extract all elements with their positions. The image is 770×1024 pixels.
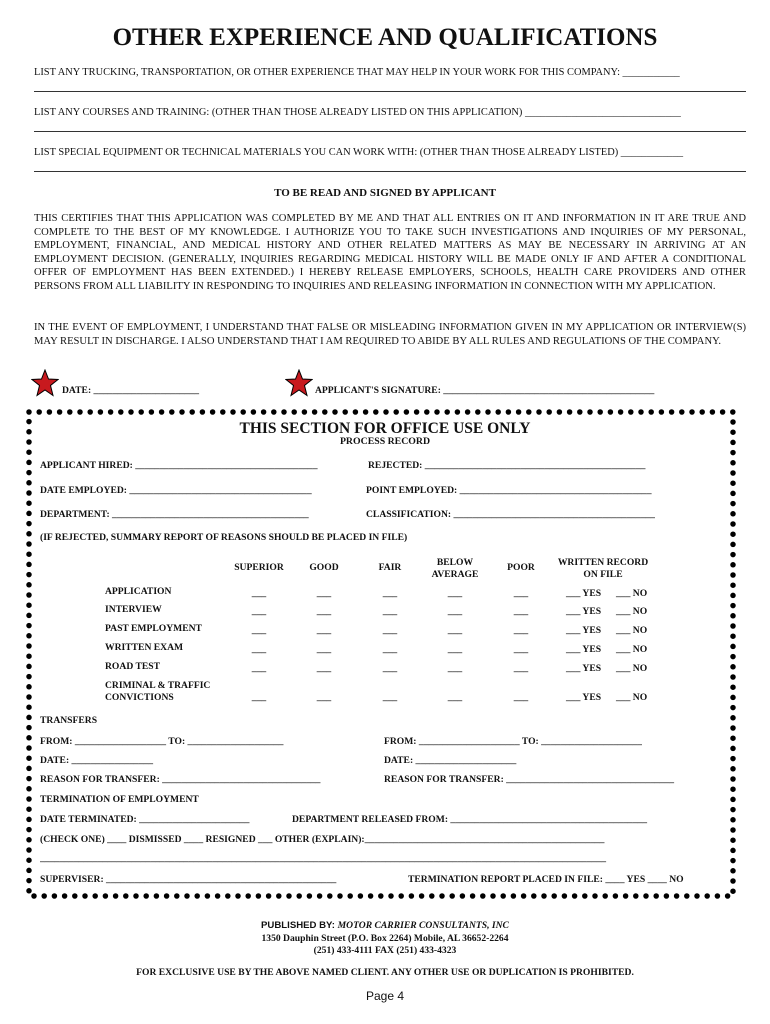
- usage-notice: FOR EXCLUSIVE USE BY THE ABOVE NAMED CLIENT. ANY OTHER USE OR DUPLICATION IS PROHIBITED.: [136, 967, 634, 978]
- rating-blank[interactable]: ___: [382, 644, 398, 655]
- rating-blank[interactable]: ___: [382, 692, 398, 703]
- rating-blank[interactable]: ___: [447, 625, 463, 636]
- written-record-no[interactable]: ___ NO: [616, 606, 648, 617]
- written-record-no[interactable]: ___ NO: [616, 625, 648, 636]
- transfer-date-2[interactable]: DATE: _____________________: [384, 755, 517, 766]
- classification-field[interactable]: CLASSIFICATION: __________________________________________: [366, 509, 655, 520]
- written-record-yes[interactable]: ___ YES: [566, 625, 602, 636]
- rating-blank[interactable]: ___: [513, 692, 529, 703]
- publisher-phone: (251) 433-4111 FAX (251) 433-4323: [313, 945, 457, 956]
- rating-blank[interactable]: ___: [513, 625, 529, 636]
- publisher-name: MOTOR CARRIER CONSULTANTS, INC: [337, 920, 509, 931]
- rating-row-label: INTERVIEW: [105, 604, 162, 615]
- question-experience: LIST ANY TRUCKING, TRANSPORTATION, OR OTHER EXPERIENCE THAT MAY HELP IN YOUR WORK FOR THIS COMPANY: ___________: [34, 67, 680, 78]
- column-header-good: GOOD: [309, 562, 339, 573]
- process-record-subtitle: PROCESS RECORD: [339, 436, 431, 447]
- rating-row-label: WRITTEN EXAM: [105, 642, 184, 653]
- star-icon: [31, 369, 59, 397]
- point-employed-field[interactable]: POINT EMPLOYED: ________________________________________: [366, 485, 652, 496]
- transfer-from-to-2[interactable]: FROM: _____________________ TO: _____________________: [384, 736, 642, 747]
- rating-blank[interactable]: ___: [382, 588, 398, 599]
- rating-blank[interactable]: ___: [251, 644, 267, 655]
- published-by-label: PUBLISHED BY:: [261, 920, 335, 931]
- check-one-row[interactable]: (CHECK ONE) ____ DISMISSED ____ RESIGNED ___ OTHER (EXPLAIN):__________________________________________________: [40, 834, 605, 845]
- transfer-date-1[interactable]: DATE: _________________: [40, 755, 154, 766]
- answer-line[interactable]: [34, 131, 746, 132]
- rating-row-label: CRIMINAL & TRAFFIC CONVICTIONS: [105, 680, 211, 703]
- rating-blank[interactable]: ___: [382, 663, 398, 674]
- transfer-reason-1[interactable]: REASON FOR TRANSFER: _________________________________: [40, 774, 321, 785]
- rating-row-label: ROAD TEST: [105, 661, 161, 672]
- publisher-line: [0, 920, 770, 931]
- supervisor-field[interactable]: SUPERVISER: ________________________________________________: [40, 874, 337, 885]
- question-courses: LIST ANY COURSES AND TRAINING: (OTHER THAN THOSE ALREADY LISTED ON THIS APPLICATION) ______________________________: [34, 107, 681, 118]
- transfer-from-to-1[interactable]: FROM: ___________________ TO: ____________________: [40, 736, 284, 747]
- date-signature-field[interactable]: DATE: ______________________: [62, 385, 200, 396]
- column-header-written-record: WRITTEN RECORD ON FILE: [557, 557, 649, 580]
- rating-blank[interactable]: ___: [447, 692, 463, 703]
- rating-row-label: PAST EMPLOYMENT: [105, 623, 202, 634]
- answer-line[interactable]: [34, 91, 746, 92]
- written-record-yes[interactable]: ___ YES: [566, 692, 602, 703]
- rating-blank[interactable]: ___: [513, 606, 529, 617]
- written-record-yes[interactable]: ___ YES: [566, 644, 602, 655]
- certification-heading: TO BE READ AND SIGNED BY APPLICANT: [274, 187, 496, 199]
- rating-row-label: APPLICATION: [105, 586, 172, 597]
- rating-blank[interactable]: ___: [316, 692, 332, 703]
- column-header-below-average: BELOW AVERAGE: [431, 557, 479, 580]
- column-header-fair: FAIR: [378, 562, 402, 573]
- rating-blank[interactable]: ___: [382, 625, 398, 636]
- department-field[interactable]: DEPARTMENT: _________________________________________: [40, 509, 309, 520]
- written-record-no[interactable]: ___ NO: [616, 588, 648, 599]
- rating-blank[interactable]: ___: [316, 625, 332, 636]
- rating-blank[interactable]: ___: [513, 588, 529, 599]
- explain-line[interactable]: ______________________________________________________________________________________________________________________: [40, 853, 607, 864]
- rating-blank[interactable]: ___: [251, 588, 267, 599]
- question-equipment: LIST SPECIAL EQUIPMENT OR TECHNICAL MATERIALS YOU CAN WORK WITH: (OTHER THAN THOSE ALREADY LISTED) ____________: [34, 147, 684, 158]
- column-header-poor: POOR: [507, 562, 535, 573]
- written-record-yes[interactable]: ___ YES: [566, 663, 602, 674]
- rating-blank[interactable]: ___: [447, 588, 463, 599]
- rejected-note: (IF REJECTED, SUMMARY REPORT OF REASONS SHOULD BE PLACED IN FILE): [40, 532, 408, 543]
- rating-blank[interactable]: ___: [316, 644, 332, 655]
- office-section-title: THIS SECTION FOR OFFICE USE ONLY: [239, 420, 531, 437]
- transfers-heading: TRANSFERS: [40, 715, 98, 726]
- written-record-no[interactable]: ___ NO: [616, 644, 648, 655]
- page-number: Page 4: [365, 989, 405, 1003]
- rating-blank[interactable]: ___: [251, 625, 267, 636]
- written-record-yes[interactable]: ___ YES: [566, 588, 602, 599]
- rating-blank[interactable]: ___: [316, 606, 332, 617]
- answer-line[interactable]: [34, 171, 746, 172]
- rating-blank[interactable]: ___: [447, 644, 463, 655]
- page-title: OTHER EXPERIENCE AND QUALIFICATIONS: [112, 24, 658, 51]
- written-record-yes[interactable]: ___ YES: [566, 606, 602, 617]
- date-employed-field[interactable]: DATE EMPLOYED: ______________________________________: [40, 485, 312, 496]
- written-record-no[interactable]: ___ NO: [616, 692, 648, 703]
- written-record-no[interactable]: ___ NO: [616, 663, 648, 674]
- rating-blank[interactable]: ___: [447, 606, 463, 617]
- termination-heading: TERMINATION OF EMPLOYMENT: [40, 794, 199, 805]
- rating-blank[interactable]: ___: [316, 588, 332, 599]
- rating-blank[interactable]: ___: [251, 663, 267, 674]
- rating-blank[interactable]: ___: [513, 663, 529, 674]
- publisher-address: 1350 Dauphin Street (P.O. Box 2264) Mobile, AL 36652-2264: [261, 933, 509, 944]
- termination-report-field[interactable]: TERMINATION REPORT PLACED IN FILE: ____ YES ____ NO: [408, 874, 684, 885]
- department-released-field[interactable]: DEPARTMENT RELEASED FROM: _________________________________________: [292, 814, 648, 825]
- rating-blank[interactable]: ___: [447, 663, 463, 674]
- rating-blank[interactable]: ___: [316, 663, 332, 674]
- rejected-field[interactable]: REJECTED: ______________________________________________: [368, 460, 646, 471]
- rating-blank[interactable]: ___: [513, 644, 529, 655]
- rating-blank[interactable]: ___: [251, 606, 267, 617]
- date-terminated-field[interactable]: DATE TERMINATED: _______________________: [40, 814, 250, 825]
- applicant-signature-field[interactable]: APPLICANT'S SIGNATURE: ____________________________________________: [315, 385, 655, 396]
- rating-blank[interactable]: ___: [251, 692, 267, 703]
- certification-paragraph-2: IN THE EVENT OF EMPLOYMENT, I UNDERSTAND THAT FALSE OR MISLEADING INFORMATION GIVEN IN MY APPLICATION OR INTERVIEW(S) MAY RESULT IN DISCHARGE. I ALSO UNDERSTAND THAT I AM REQUIRED TO ABIDE BY ALL RULES AND REGULATIONS OF THE COMPANY.: [34, 322, 746, 347]
- rating-blank[interactable]: ___: [382, 606, 398, 617]
- applicant-hired-field[interactable]: APPLICANT HIRED: ______________________________________: [40, 460, 318, 471]
- column-header-superior: SUPERIOR: [234, 562, 284, 573]
- star-icon: [285, 369, 313, 397]
- transfer-reason-2[interactable]: REASON FOR TRANSFER: ___________________________________: [384, 774, 675, 785]
- certification-paragraph-1: THIS CERTIFIES THAT THIS APPLICATION WAS COMPLETED BY ME AND THAT ALL ENTRIES ON IT AND INFORMATION IN IT ARE TRUE AND COMPLETE TO THE BEST OF MY KNOWLEDGE. I AUTHORIZE YOU TO TAKE SUCH INVESTIGATIONS AND INQUIRIES OF MY PERSONAL, EMPLOYMENT, FINANCIAL, AND MEDICAL HISTORY AND OTHER RELATED MATTERS AS MAY BE NECESSARY IN ARRIVING AT AN EMPLOYMENT DECISION. (GENERALLY, INQUIRIES REGARDING MEDICAL HISTORY WILL BE MADE ONLY IF AND AFTER A CONDITIONAL OFFER OF EMPLOYMENT HAS BEEN EXTENDED.) I HEREBY RELEASE EMPLOYERS, SCHOOLS, HEALTH CARE PROVIDERS AND OTHER PERSONS FROM ALL LIABILITY IN RESPONDING TO INQUIRIES AND RELEASING INFORMATION IN CONNECTION WITH MY APPLICATION.: [34, 213, 746, 292]
